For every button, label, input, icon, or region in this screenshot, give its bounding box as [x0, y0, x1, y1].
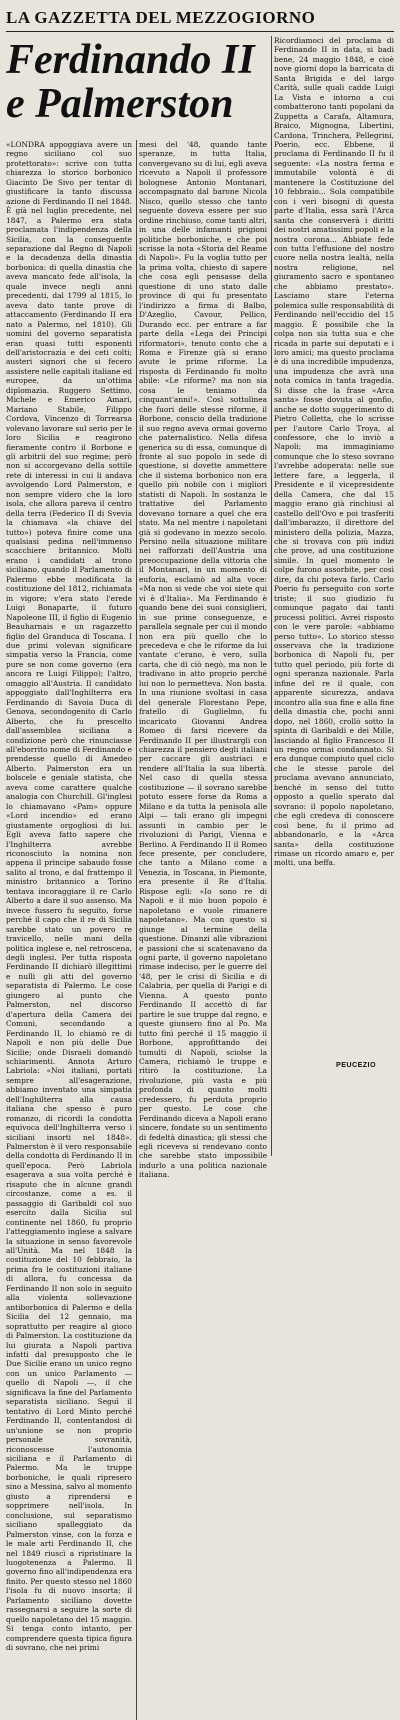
- newspaper-masthead: LA GAZZETTA DEL MEZZOGIORNO: [6, 6, 394, 32]
- article-column-3: [274, 36, 394, 1056]
- column-1-text: «LONDRA appoggiava avere un regno siciliano col suo protettorato»: scrive con tutta chiarezza lo storico borbonico Giacinto De Sivo per tentar di giustificare la tanto discussa azione di Ferdinando II nel 1848. È già nel luglio precedente, nel 1847, a Palermo era stata proclamata l'indipendenza della Sicilia, con la conseguente separazione dal Regno di Napoli e la decadenza della dinastia borbonica: di quella dinastia che aveva mancato fede all'isola, la quale invece negli anni precedenti, dal 1799 al 1815, lo aveva dato tante prove di attaccamento (Ferdinando II era nato a Palermo, nel 1810). Gli uomini del governo separatista eran quasi tutti esponenti dell'aristocrazia e dei ceti colti; austeri signori che si fecero assistere nelle capitali italiane ed europee, da un'ottima diplomazia. Ruggero Settimo, Michele e Emerico Amari, Mariano Stabile, Filippo Cordova, Vincenzo di Torrearsa volevano lavorare sul serio per le loro Sicilia e reagirono fieramente contro il Borbone e gli arbitrii del suo regime; però non si accorgevano della sottile rete di interessi in cui li andava avvolgendo Lord Palmerston, e non sempre videro che la loro isola, che allora pareva il centro della terra (Federico II di Svevia la chiamava «la chiave del tutto») poteva finire come una qualsiasi pedina nell'immenso scacchiere britannico. Molti erano i candidati al trono siciliano, quando il Parlamento di Palermo ebbe modificata la costituzione del 1812, richiamata in vigore; v'era stato l'erede Luigi Bonaparte, il futuro Napoleone III, il figlio di Eugenio Beauharnais e un ragazzetto figlio del Granduca di Toscana. I due primi volevan significare simpatia verso la Francia, come pure se non come governo (era ancora re Luigi Filippo); l'altro, omaggio all'Austria. Il candidato appoggiato dall'Inghilterra era Ferdinando di Savoia Duca di Genova, secondogenito di Carlo Alberto, che fu prescelto dall'assemblea siciliana a condizione però che rinunciasse all'eborrito nome di Ferdinando e prendesse quello di Amedeo Alberto. Palmerston era un bolscele e geniale statista, che aveva come carattere qualche analogia con Churchill. Gl'inglesi lo chiamavano «Pam» oppure «Lord incendio» ed erano giustamente orgogliosi di lui. Egli aveva fatto sapere che l'Inghilterra avrebbe riconosciuto la nomina non appena il principe sabaudo fosse salito al trono, e dal frattempo il ministro britannico a Torino tentava incoraggiare il re Carlo Alberto a dare il suo assenso. Ma invece fussero fu seguito, forse perché il capo che il re di Sicilia sarebbe stato un povero re travicello, nelle mani della politica inglese e, nel retroscena, degli inglesi. Per tutta risposta Ferdinando II dichiarò illegittimi e nulli gli atti del governo separatista di Palermo. Le cose giungero al punto che Palmerston, nel discorso d'apertura della Camera dei Comuni, secondando a Ferdinando II, lo chiamò re di Napoli e non più delle Due Sicilie; onde Disraeli domandò schiarimenti. Annota Arturo Labriola: «Noi italiani, portati sempre all'esagerazione, abbiamo inventato una simpatia dell'Inghilterra alla causa italiana che spesso è puro romanzo, di ricordi la condotta equivoca dell'Inghilterra verso i siciliani insorti nel 1848». Palmerston è il vero responsabile della condotta di Ferdinando II in quell'epoca. Però Labriola esagerava a sua volta perché è risaputo che in alcune grandi circostanze, come a es. il passaggio di Garibaldi col suo esercito dalla Sicilia sul continente nel 1860, fu proprio l'atteggiamento inglese a salvare la situazione in senso favorevole all'Unità. Ma nel 1848 la costituzione del 10 febbraio, la prima fra le costituzioni italiane di allora, fu concessa da Ferdinando II non solo in seguito alla violenta sollevazione antiborbonica di Palermo e della Sicilia del 12 gennaio, ma soprattutto per reagire al gioco di Palmerston. La costituzione da lui giurata a Napoli partiva infatti dal presupposto che le Due Sicilie erano un unico regno con un unico Parlamento — quello di Napoli —, il che significava la fine del Parlamento separatista siciliano. Seguì il tentativo di Lord Minto perché Ferdinando II, contentandosi di un'unione se non proprio personale sovranità, riconoscesse l'autonomia siciliana e il Parlamento di Palermo. Ma le truppe borboniche, le quali ripresero sino a Messina, salvo al momento giusto a riprendersi e sopprimere nell'isola. In conclusione, sul separatismo siciliano spalleggiato da Palmerston vinse, con la forza e le male arti Ferdinando II, che nel 1849 riuscì a ripristinare la luogotenenza a Palermo. Il governo fino all'indipendenza era finito. Per questo stesso nel 1860 l'isola fu di nuovo insorta; il Parlamento siciliano dovette rassegnarsi a seguire la sorte di quello napoletano del 15 maggio. Si tenga conto intanto, per comprendere questa tipica figura di sovrano, che nei primi: [6, 140, 132, 1653]
- column-divider-2: [271, 36, 272, 1156]
- article-headline: [6, 38, 268, 126]
- column-3-text: Ricordiamoci del proclama di Ferdinando II in data, si badi bene, 24 maggio 1848, e cioè nove giorni dopo la barricata di Santa Brigida e del largo Carità, sulle quali cadde Luigi La Vista e intorno a cui combatterono tanti popolani da Zuppetta a Carafa, Altamura, Braico, Mignogna, Libertini, Cardona, Trinchera, Pellegrini, Poerio, ecc. Ebbene, il proclama di Ferdinando II fu il seguente: «La nostra ferma e immutabile volontà è di mantenere la Costituzione del 10 febbraio... Sola compatibile con i veri bisogni di questa parte d'Italia, essa sarà l'Arca santa che conserverà i diritti dei nostri amatissimi popoli e la nostra corona... Abbiate fede con tutta l'effusione del nostro cuore nella nostra lealtà, nella nostra religione, nel giuramento sacro e spontaneo che abbiamo prestato». Lasciamo stare l'eterna polemica sulle responsabilità di Ferdinando nell'eccidio del 15 maggio. È possibile che la colpa non sia tutta sua e che ricada in parte sui deputati e i loro amici; ma questo proclama è di una incredibile impudenza, una impudenza che avrà una nota comica in tanta tragedia. Si disse che la frase «Arca santa» fosse dovuta al gonfio, anche se dotto suggerimento di Pietro Colletta, che lo scrisse per l'autore Carlo Troya, al confessore, che lo inviò a Napoli; ma immaginiamo comunque che lo steso sovrano l'avrebbe adoperata: nelle sue lettere fare, a leggerla, il Presidente e il vicepresidente della Camera, che dal 15 maggio erano già rinchiusi al castello dell'Ovo e poi trasferiti dall'imbarazzo, il direttore del ministero della polizia, Mazza, che si trovava con più indizi che prove, ad una costituzione simile. In quel momento le colpe furono assorbite, per così dire, da chi poteva farlo. Carlo Poerio fu perseguito con sorte triste; il suo giudizio fu comunque pagato dai tanti processi politici. Avrei risposto con le vere parole: «abbiamo perso tutto». Lo storico stesso osservava che la tradizione borbonica di Napoli fu, per tutto quel periodo, più forte di ogni speranza nazionale. Parla infine del re il quale, con apparente sicurezza, andava incontro alla sua fine e alla fine della dinastia che, pochi anni dopo, nel 1860, crollò sotto la spinta di Garibaldi e dei Mille, lasciando al figlio Francesco II un regno ormai condannato. Si era dunque compiuto quel ciclo che le stesse parole del proclama avevano annunciato, benché in senso del tutto opposto a quello sperato dal sovrano: il popolo napoletano, che egli credeva di conoscere così bene, fu il primo ad abbandonarlo, e la «Arca santa» della costituzione rimase un ricordo amaro e, per molti, una beffa.: [274, 36, 394, 868]
- author-signature: PEUCEZIO: [336, 1060, 376, 1069]
- headline-line-1: Ferdinando II: [6, 37, 255, 83]
- article-column-2: [139, 140, 267, 1260]
- column-2-text: mesi del '48, quando tante speranze, in tutta Italia, convergevano su di lui, egli aveva ricevuto a Napoli il professore bolognese Antonio Montanari, accompagnato dal barone Nicola Nisco, quello stesso che tanto seguente doveva essere per suo ordine rinchiuso, come tanti altri, in una delle infamanti prigioni politiche borboniche, e che poi scrisse la nota «Storia del Reame di Napoli». Fu la voglia tutto per la prima volta, chiesto di sapere che cosa egli pensasse della questione di uno stato dalle province di qui fu presentato l'indirizzo a firma di Balbo, D'Azeglio, Cavour, Pellico, Durando ecc. per entrare a far parte della «Lega dei Principi riformatori», tenuto conto che a Roma e Firenze già si erano avute le prime riforme. La risposta di Ferdinando fu molto abile: «Le riforme? ma non sia cosa le teniamo da cinquant'anni!». Così sottolinea che fuori delle stesse riforme, il Borbone, conscio della tradizione il suo regno aveva ormai governo che paternalistico. Nella difesa generica su di essa, comunque di fronte al suo popolo in sede di questione, si dovette ammettere che il sistema borbonico non era quello più nobile con i migliori statisti di Napoli. In sostanza le trattative del Parlamento dovevano tornare a quel che era stato. Ma nel mentre i napoletani già si godevano in mezzo secolo. Persino nella situazione militare nei rafforzati dell'Austria una preoccupazione della vittoria che il Montanari, in un momento di euforia, esclamò ad alta voce: «Ma non si vede che voi siete qui vi è d'Italia». Ma Ferdinando è quando bene dei suoi consiglieri, in sue prime conseguenze, e parallela segnale per cui il mondo non era più quello che lo precedeva e che le riforme da lui vantate c'erano, è vero, sulla carta, che di ciò negò, ma non le tradivano in atto proprio perché lui non lo permetteva. Non basta. In una riunione svoltasi in casa del generale Florestano Pepe, fratello di Guglielmo, fu incaricato Giovanni Andrea Romeo di farsi ricevere da Ferdinando II per illustrargli con chiarezza il pensiero degli italiani per caccare gli austriaci e rendere all'Italia la sua libertà. Nel caso di quella stessa costituzione — il sovrano sarebbe potuto essere forse da Roma a Milano e da tutta la penisola alle Alpi — tali erano gli impegni assunti in cambio per le rivoluzioni di Parigi, Vienna e Berlino. A Ferdinando II il Romeo fece presente, per concludere, che tanto a Milano come a Venezia, in Toscana, in Piemonte, era presente il Re d'Italia. Rispose egli: «Io sono re di Napoli e il mio buon popolo è napoletano e vuole rimanere napoletano». Ma con questo si giunge al termine della questione. Dinanzi alle vibrazioni e passioni che si scatenavano da ogni parte, il governo napoletano rimase indeciso, per le guerre del '48, per le crisi di Sicilia e di Calabria, per quella di Parigi e di Vienna. A questo punto Ferdinando II accettò di far partire le sue truppe dal regno, e queste giunsero fino al Po. Ma tutto finì perché il 15 maggio il Borbone, approfittando dei tumulti di Napoli, sciolse la Camera, richiamò le truppe e ritirò la costituzione. La rivoluzione, più vasta e più profonda di quanto molti credessero, fu perduta proprio per questo. Le cose che Ferdinando diceva a Napoli erano sincere, fondate su un sentimento di fedeltà dinastica; gli stessi che egli riceveva si rendevano conto che sarebbe stato impossibile indurlo a una politica nazionale italiana.: [139, 140, 267, 1180]
- column-divider-1: [136, 140, 137, 1720]
- article-column-1: [6, 140, 132, 1720]
- headline-line-2: e Palmerston: [6, 81, 234, 127]
